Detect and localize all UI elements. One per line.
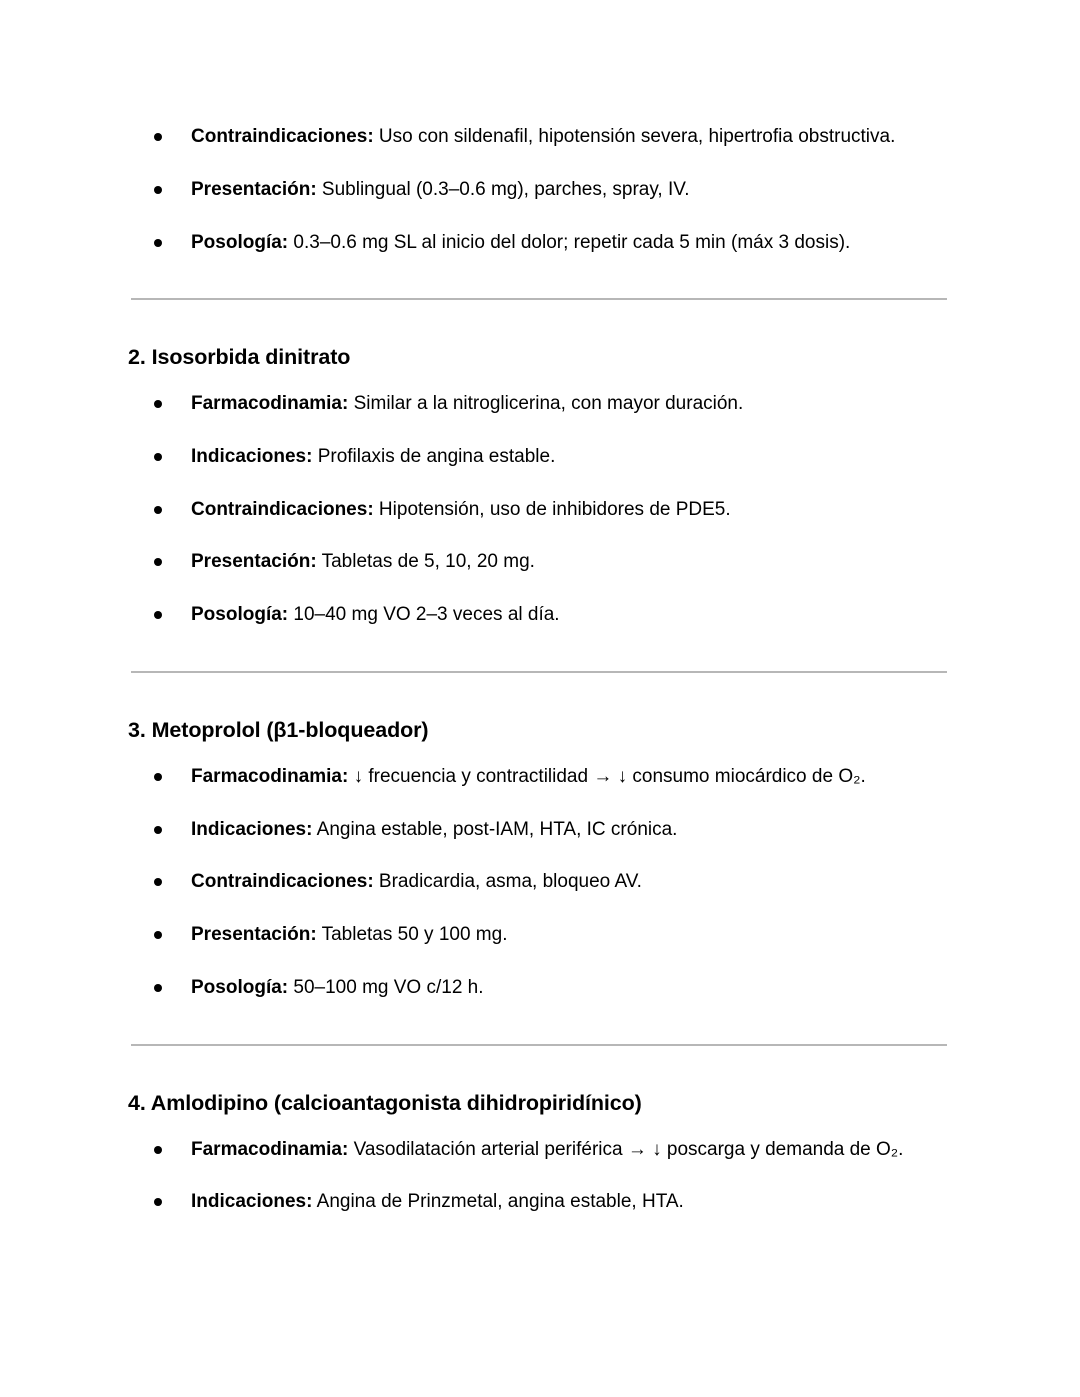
bullet-text: Tabletas 50 y 100 mg. (316, 924, 508, 946)
bullet-text: 0.3–0.6 mg SL al inicio del dolor; repetir cada 5 min (máx 3 dosis). (288, 231, 851, 253)
bullet-point-icon (154, 611, 162, 619)
bullet-label: Farmacodinamia: (191, 765, 349, 787)
list-item (128, 976, 947, 1000)
bullet-label: Indicaciones: (191, 445, 313, 467)
bullet-text: Angina de Prinzmetal, angina estable, HTA. (312, 1191, 684, 1213)
list-item (128, 923, 947, 947)
section-amlodipino (128, 1090, 947, 1214)
bullet-label: Presentación: (191, 924, 317, 946)
bullet-label: Posología: (191, 976, 289, 998)
section-divider (131, 671, 947, 673)
list-item (128, 231, 947, 255)
list-item (128, 498, 947, 522)
bullet-text: Hipotensión, uso de inhibidores de PDE5. (373, 498, 731, 520)
list-item (128, 1190, 947, 1214)
bullet-label: Indicaciones: (191, 1191, 313, 1213)
list-item (128, 765, 947, 789)
list-item (128, 445, 947, 469)
bullet-point-icon (154, 239, 162, 247)
section-heading: 4. Amlodipino (calcioantagonista dihidropiridínico) (128, 1090, 642, 1115)
bullet-point-icon (154, 1146, 162, 1154)
bullet-text: Angina estable, post-IAM, HTA, IC crónica. (312, 818, 678, 840)
bullet-label: Farmacodinamia: (191, 1138, 349, 1160)
list-item (128, 1138, 947, 1162)
bullet-label: Contraindicaciones: (191, 871, 374, 893)
bullet-list (128, 392, 947, 627)
bullet-label: Contraindicaciones: (191, 498, 374, 520)
list-item (128, 392, 947, 416)
section-heading: 3. Metoprolol (β1-bloqueador) (128, 717, 429, 742)
bullet-text: Vasodilatación arterial periférica → ↓ poscarga y demanda de O₂. (348, 1138, 904, 1160)
bullet-point-icon (154, 984, 162, 992)
bullet-text: Tabletas de 5, 10, 20 mg. (316, 551, 535, 573)
list-item (128, 178, 947, 202)
section-nitroglicerina-continued (128, 125, 947, 254)
bullet-point-icon (154, 453, 162, 461)
bullet-text: Sublingual (0.3–0.6 mg), parches, spray, IV. (316, 178, 690, 200)
bullet-point-icon (154, 400, 162, 408)
bullet-list (128, 125, 947, 254)
bullet-point-icon (154, 826, 162, 834)
bullet-list (128, 765, 947, 1000)
bullet-label: Posología: (191, 604, 289, 626)
bullet-label: Presentación: (191, 551, 317, 573)
bullet-text: Profilaxis de angina estable. (312, 445, 556, 467)
bullet-text: 50–100 mg VO c/12 h. (288, 976, 484, 998)
bullet-point-icon (154, 133, 162, 141)
bullet-text: Similar a la nitroglicerina, con mayor duración. (348, 393, 744, 415)
list-item (128, 870, 947, 894)
list-item (128, 818, 947, 842)
bullet-point-icon (154, 506, 162, 514)
section-divider (131, 1044, 947, 1046)
bullet-text: Uso con sildenafil, hipotensión severa, hipertrofia obstructiva. (373, 126, 896, 147)
bullet-label: Indicaciones: (191, 818, 313, 840)
list-item (128, 125, 947, 149)
bullet-point-icon (154, 1198, 162, 1206)
bullet-label: Presentación: (191, 178, 317, 200)
bullet-point-icon (154, 931, 162, 939)
section-isosorbida-dinitrato (128, 344, 947, 627)
bullet-point-icon (154, 773, 162, 781)
list-item (128, 550, 947, 574)
bullet-text: ↓ frecuencia y contractilidad → ↓ consumo miocárdico de O₂. (348, 765, 866, 787)
bullet-text: Bradicardia, asma, bloqueo AV. (373, 871, 642, 893)
bullet-point-icon (154, 186, 162, 194)
bullet-label: Contraindicaciones: (191, 126, 374, 147)
bullet-point-icon (154, 878, 162, 886)
bullet-list (128, 1138, 947, 1215)
bullet-text: 10–40 mg VO 2–3 veces al día. (288, 604, 560, 626)
section-metoprolol (128, 717, 947, 1000)
bullet-point-icon (154, 558, 162, 566)
bullet-label: Posología: (191, 231, 289, 253)
list-item (128, 603, 947, 627)
bullet-label: Farmacodinamia: (191, 393, 349, 415)
section-heading: 2. Isosorbida dinitrato (128, 345, 351, 370)
section-divider (131, 298, 947, 300)
